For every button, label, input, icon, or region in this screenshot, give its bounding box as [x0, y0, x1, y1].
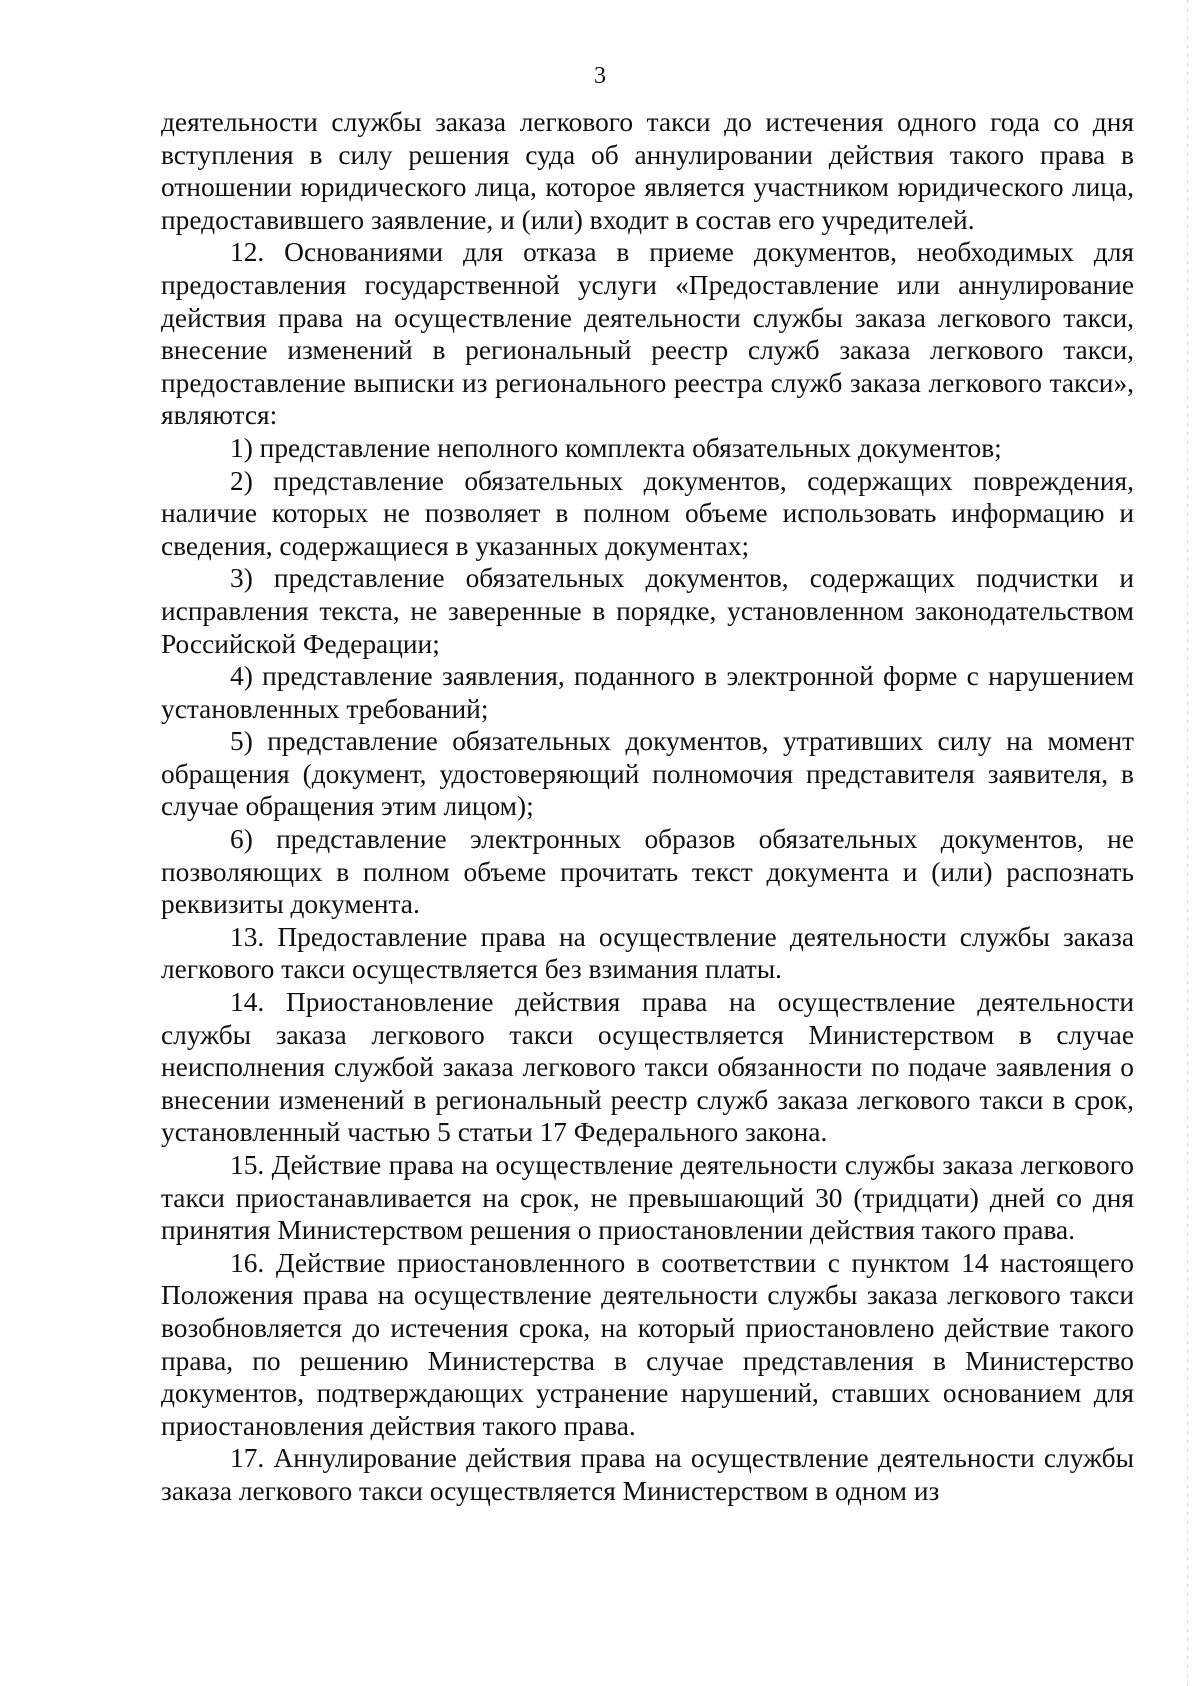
paragraph-item-17: 17. Аннулирование действия права на осуществление деятельности службы заказа легкового такси осуществляется Министерством в одном из: [161, 1443, 1134, 1506]
document-body: [161, 106, 1134, 1508]
paragraph-item-15: 15. Действие права на осуществление деятельности службы заказа легкового такси приостанавливается на срок, не превышающий 30 (тридцати) дней со дня принятия Министерством решения о приостановлении действия такого права.: [161, 1150, 1134, 1246]
paragraph-subitem-6: 6) представление электронных образов обязательных документов, не позволяющих в полном объеме прочитать текст документа и (или) распознать реквизиты документа.: [161, 824, 1134, 920]
paragraph-subitem-4: 4) представление заявления, поданного в электронной форме с нарушением установленных требований;: [161, 661, 1134, 724]
paragraph-item-16: 16. Действие приостановленного в соответствии с пунктом 14 настоящего Положения права на осуществление деятельности службы заказа легкового такси возобновляется до истечения срока, на который приостановлено действие такого права, по решению Министерства в случае представления в Министерство документов, подтверждающих устранение нарушений, ставших основанием для приостановления действия такого права.: [161, 1247, 1134, 1441]
paragraph-item-13: 13. Предоставление права на осуществление деятельности службы заказа легкового такси осуществляется без взимания платы.: [161, 921, 1134, 985]
paragraph-subitem-2: 2) представление обязательных документов, содержащих повреждения, наличие которых не позволяет в полном объеме использовать информацию и сведения, содержащиеся в указанных документах;: [161, 465, 1134, 561]
scan-edge-mark: [1187, 0, 1188, 1686]
page-number: 3: [594, 63, 606, 89]
paragraph-subitem-1: 1) представление неполного комплекта обязательных документов;: [230, 432, 1002, 463]
paragraph-subitem-3: 3) представление обязательных документов, содержащих подчистки и исправления текста, не заверенные в порядке, установленном законодательством Российской Федерации;: [161, 563, 1134, 659]
paragraph-item-14: 14. Приостановление действия права на осуществление деятельности службы заказа легкового такси осуществляется Министерством в случае неисполнения службой заказа легкового такси обязанности по подаче заявления о внесении изменений в региональный реестр служб заказа легкового такси в срок, установленный частью 5 статьи 17 Федерального закона.: [161, 987, 1134, 1148]
paragraph-continuation: деятельности службы заказа легкового такси до истечения одного года со дня вступления в силу решения суда об аннулировании действия такого права в отношении юридического лица, которое является участником юридического лица, предоставившего заявление, и (или) входит в состав его учредителей.: [161, 107, 1134, 235]
paragraph-subitem-5: 5) представление обязательных документов, утративших силу на момент обращения (документ, удостоверяющий полномочия представителя заявителя, в случае обращения этим лицом);: [161, 726, 1134, 822]
paragraph-item-12: 12. Основаниями для отказа в приеме документов, необходимых для предоставления государственной услуги «Предоставление или аннулирование действия права на осуществление деятельности службы заказа легкового такси, внесение изменений в региональный реестр служб заказа легкового такси, предоставление выписки из регионального реестра служб заказа легкового такси», являются:: [161, 237, 1134, 431]
